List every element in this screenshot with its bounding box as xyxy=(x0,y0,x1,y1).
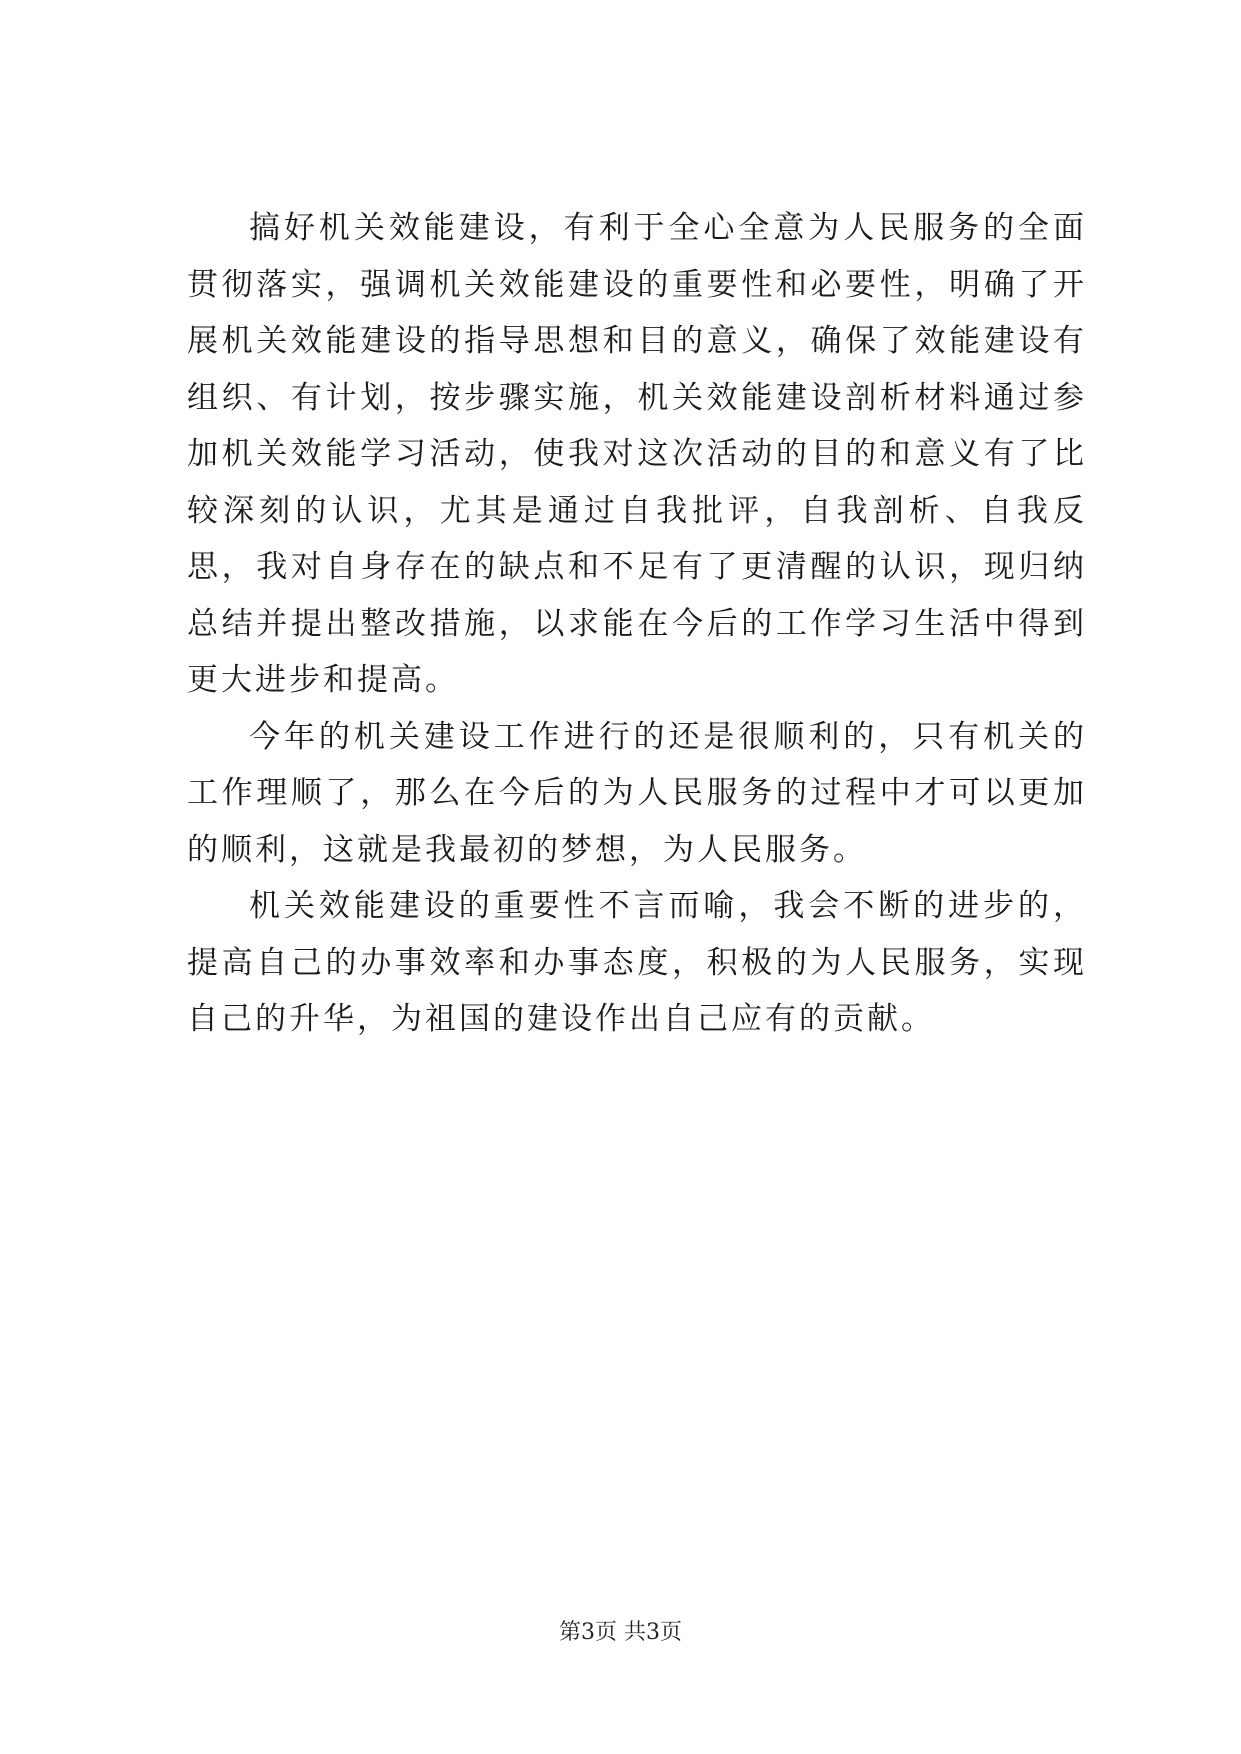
document-body xyxy=(187,200,1087,1048)
paragraph-3: 机关效能建设的重要性不言而喻，我会不断的进步的，提高自己的办事效率和办事态度，积极的为人民服务，实现自己的升华，为祖国的建设作出自己应有的贡献。 xyxy=(187,888,1087,1037)
page-number-footer: 第3页 共3页 xyxy=(559,1620,682,1645)
paragraph-1: 搞好机关效能建设，有利于全心全意为人民服务的全面贯彻落实，强调机关效能建设的重要性和必要性，明确了开展机关效能建设的指导思想和目的意义，确保了效能建设有组织、有计划，按步骤实施，机关效能建设剖析材料通过参加机关效能学习活动，使我对这次活动的目的和意义有了比较深刻的认识，尤其是通过自我批评，自我剖析、自我反思，我对自身存在的缺点和不足有了更清醒的认识，现归纳总结并提出整改措施，以求能在今后的工作学习生活中得到更大进步和提高。 xyxy=(187,210,1087,698)
paragraph-2: 今年的机关建设工作进行的还是很顺利的，只有机关的工作理顺了，那么在今后的为人民服务的过程中才可以更加的顺利，这就是我最初的梦想，为人民服务。 xyxy=(187,718,1087,868)
